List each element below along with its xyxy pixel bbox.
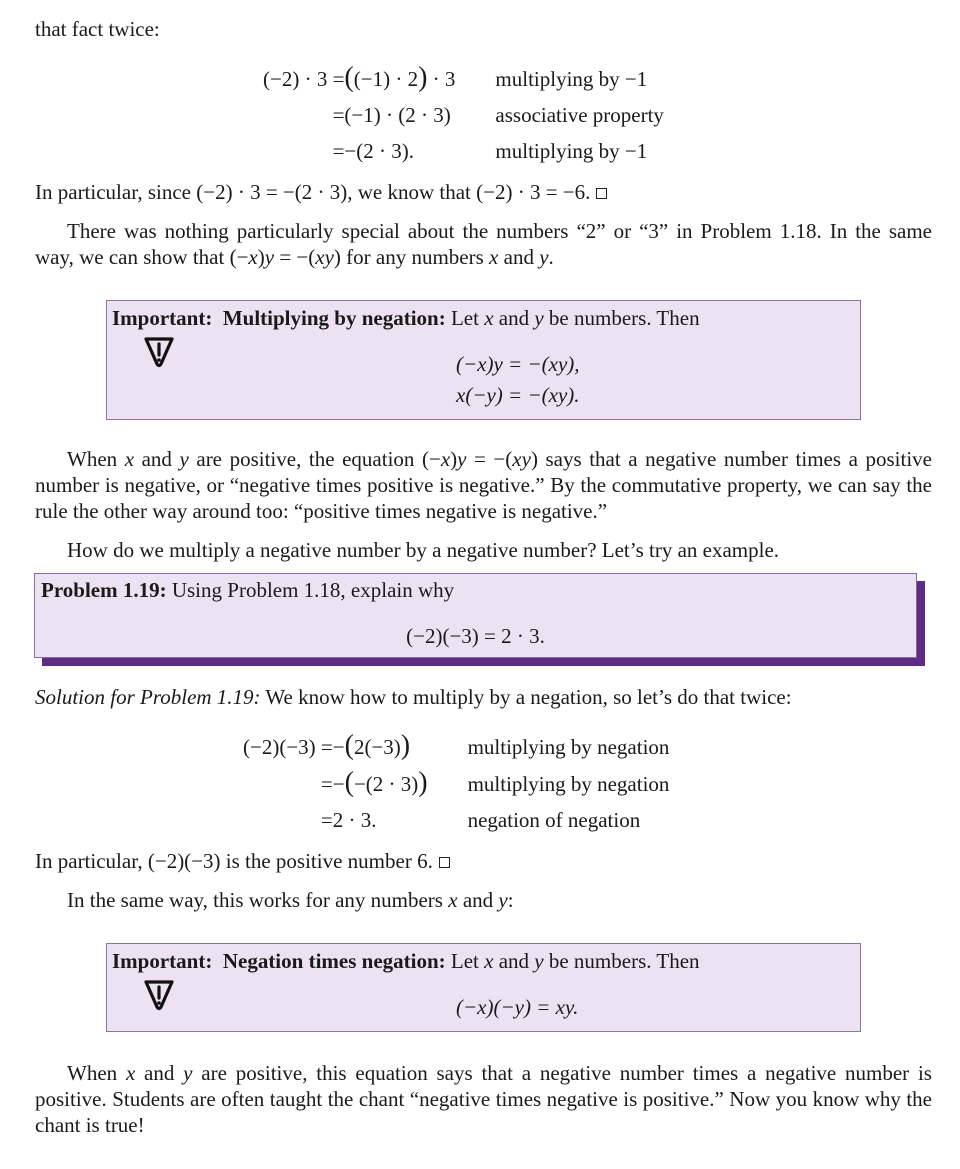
derivation-2-rhs-3: 2 · 3. (332, 808, 377, 832)
paragraph-how-multiply: How do we multiply a negative number by a negative number? Let’s try an example. (67, 538, 780, 562)
derivation-2-lhs-2: = (320, 772, 333, 796)
important-title: Negation times negation: (222, 949, 446, 973)
derivation-2-reason-3: negation of negation (467, 808, 641, 832)
derivation-2-row (243, 802, 669, 838)
warning-icon (142, 335, 176, 369)
paragraph-final: When x and y are positive, this equation says that a negative number times a negative number is positive. Students are often taught the chant “negative times negative is positive.” Now you know why the chant is true! (35, 1061, 932, 1137)
derivation-1-row (263, 60, 664, 97)
important-box-negation-times-negation (106, 943, 861, 1032)
derivation-1-row (263, 133, 664, 169)
important-label: Important: (112, 949, 213, 973)
important-equation-1: (−x)(−y) = xy. (456, 995, 579, 1019)
problem-label: Problem 1.19: (41, 578, 167, 602)
derivation-2-rhs-2: −(−(2 · 3)) (332, 767, 428, 798)
derivation-1-reason-1: multiplying by −1 (495, 67, 648, 91)
problem-header: Problem 1.19: Using Problem 1.18, explain why (41, 578, 455, 602)
intro-line: that fact twice: (35, 17, 160, 41)
derivation-2-lhs-1: (−2)(−3) = (243, 735, 333, 759)
problem-equation: (−2)(−3) = 2 · 3. (406, 624, 545, 648)
qed-square-icon (596, 188, 607, 199)
derivation-1-reason-3: multiplying by −1 (495, 139, 648, 163)
paragraph-same-way: In the same way, this works for any numbers x and y: (67, 888, 514, 912)
important-box-header: Important: Multiplying by negation: Let x and y be numbers. Then (112, 306, 700, 330)
solution-intro: Solution for Problem 1.19: We know how to multiply by a negation, so let’s do that twice: (35, 685, 792, 709)
derivation-1-row (263, 97, 664, 133)
derivation-2-lhs-3: = (320, 808, 333, 832)
derivation-2-reason-1: multiplying by negation (467, 735, 670, 759)
derivation-2 (243, 728, 669, 838)
derivation-2-row (243, 765, 669, 802)
important-box-body (112, 333, 852, 411)
derivation-1-rhs-1: ((−1) · 2) · 3 (344, 62, 456, 93)
derivation-2-rhs-1: −(2(−3)) (332, 730, 411, 761)
derivation-1-lhs-1: (−2) · 3 = (263, 67, 345, 91)
paragraph-nothing-special: There was nothing particularly special about the numbers “2” or “3” in Problem 1.18. In the same way, we can show that (−x)y = −(xy) for any numbers x and y. (35, 219, 932, 269)
derivation-1-lhs-3: = (332, 139, 345, 163)
derivation-2-row (243, 728, 669, 765)
important-equation-2: x(−y) = −(xy). (456, 383, 580, 407)
derivation-2-reason-2: multiplying by negation (467, 772, 670, 796)
derivation-1-reason-2: associative property (495, 103, 664, 127)
important-equation-1: (−x)y = −(xy), (456, 352, 580, 376)
derivation-1 (263, 60, 664, 169)
important-box-body (112, 976, 852, 1023)
problem-box-1-19 (34, 573, 917, 658)
qed-square-icon (439, 857, 450, 868)
important-title: Multiplying by negation: (222, 306, 446, 330)
important-equations (176, 976, 852, 1023)
solution-label: Solution for Problem 1.19: (35, 685, 261, 709)
warning-icon (142, 978, 176, 1012)
derivation-1-rhs-2: (−1) · (2 · 3) (344, 103, 451, 127)
derivation-1-rhs-3: −(2 · 3). (344, 139, 414, 163)
important-box-multiplying-by-negation (106, 300, 861, 420)
paragraph-in-particular-1: In particular, since (−2) · 3 = −(2 · 3), we know that (−2) · 3 = −6. (35, 179, 932, 205)
paragraph-when-positive: When x and y are positive, the equation (−x)y = −(xy) says that a negative number times a positive number is negative, or “negative times positive is negative.” By the commutative property, we can say the rule the other way around too: “positive times negative is negative.” (35, 447, 932, 523)
important-equations (176, 333, 852, 411)
paragraph-in-particular-2: In particular, (−2)(−3) is the positive number 6. (35, 848, 932, 874)
derivation-1-lhs-2: = (332, 103, 345, 127)
important-label: Important: (112, 306, 213, 330)
important-box-header: Important: Negation times negation: Let x and y be numbers. Then (112, 949, 700, 973)
problem-box-container (34, 573, 925, 666)
